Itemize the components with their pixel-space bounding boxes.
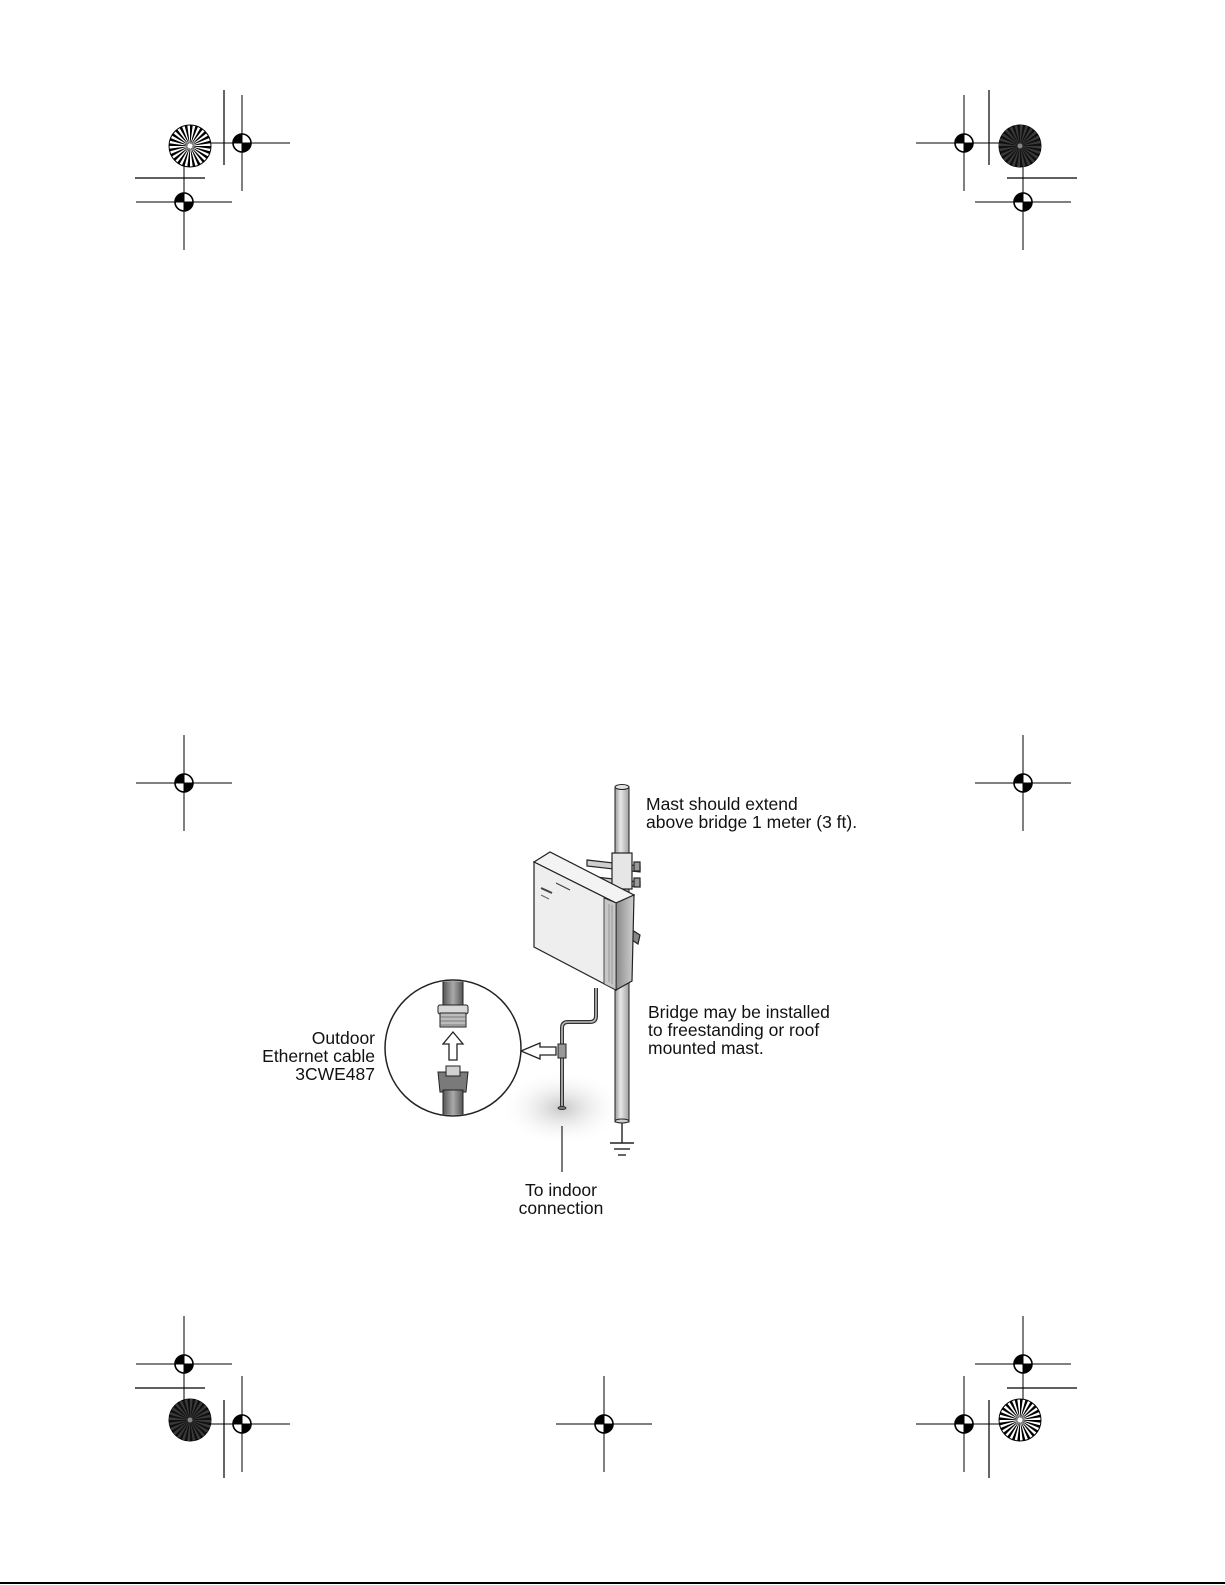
- mast-note-line-2: above bridge 1 meter (3 ft).: [646, 812, 858, 832]
- starburst-target-icon: [169, 1399, 211, 1441]
- cable-note-line-1: Outdoor: [311, 1028, 375, 1048]
- starburst-target-icon: [999, 125, 1041, 167]
- crop-marks: [135, 90, 1077, 1478]
- starburst-target-icon: [999, 1399, 1041, 1441]
- registration-crosshair-icon: [136, 1316, 232, 1412]
- cable-note: [262, 1029, 375, 1083]
- registration-crosshair-icon: [136, 735, 232, 831]
- registration-crosshair-icon: [975, 735, 1071, 831]
- cable-note-line-2: Ethernet cable: [262, 1046, 375, 1066]
- indoor-note-line-1: To indoor: [525, 1180, 597, 1200]
- bridge-note-line-3: mounted mast.: [648, 1038, 764, 1058]
- mast-note-line-1: Mast should extend: [646, 794, 798, 814]
- callout-arrow-icon: [521, 1043, 556, 1059]
- starburst-target-icon: [169, 125, 211, 167]
- indoor-note-line-2: connection: [518, 1198, 604, 1218]
- registration-crosshair-icon: [136, 154, 232, 250]
- registration-crosshair-icon: [556, 1376, 652, 1472]
- registration-marks: [136, 95, 1071, 1472]
- mast-height-note: [646, 795, 857, 831]
- cable-note-line-3: 3CWE487: [295, 1064, 375, 1084]
- indoor-connection-note: [500, 1181, 622, 1217]
- registration-crosshair-icon: [975, 1316, 1071, 1412]
- registration-crosshair-icon: [916, 1376, 1012, 1472]
- bridge-note-line-1: Bridge may be installed: [648, 1002, 830, 1022]
- starburst-targets: [169, 125, 1041, 1441]
- registration-crosshair-icon: [916, 95, 1012, 191]
- bridge-note-line-2: to freestanding or roof: [648, 1020, 820, 1040]
- registration-crosshair-icon: [975, 154, 1071, 250]
- bridge-install-note: [648, 1003, 830, 1057]
